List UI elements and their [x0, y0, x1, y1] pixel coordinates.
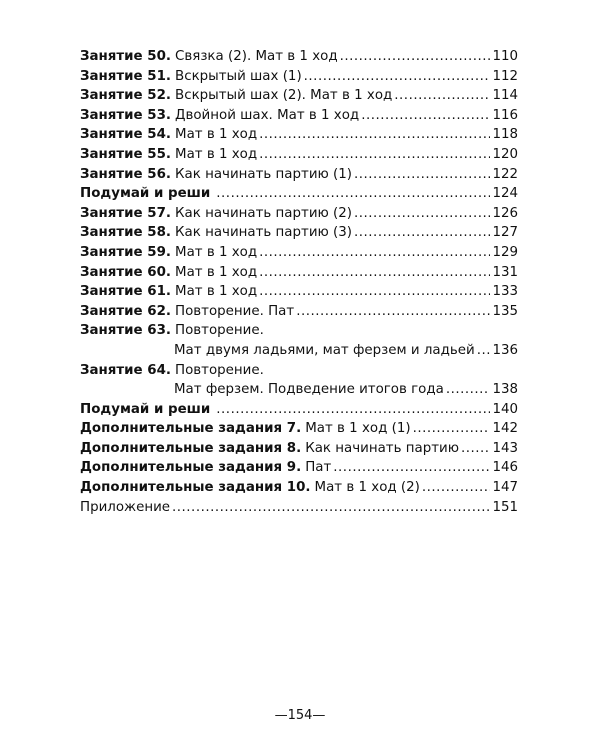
toc-entry: [80, 47, 518, 67]
toc-entry-page: 114: [492, 88, 518, 104]
toc-entry-label: Занятие 61.: [80, 284, 172, 300]
toc-entry-page: 136: [492, 342, 518, 358]
toc-entry-label: Дополнительные задания 9.: [80, 460, 302, 476]
toc-entry-title: Вскрытый шах (2). Мат в 1 ход: [175, 88, 393, 104]
toc-leader-dots: [446, 380, 491, 400]
toc-entry-page: 112: [492, 68, 518, 84]
toc-entry: [80, 145, 518, 165]
toc-entry: [80, 165, 518, 185]
toc-leader-dots: [413, 419, 491, 439]
toc-entry: [80, 263, 518, 283]
toc-entry: [80, 125, 518, 145]
toc-entry-label: Подумай и реши: [80, 186, 211, 202]
toc-leader-dots: [461, 439, 490, 459]
toc-leader-dots: [216, 184, 490, 204]
toc-leader-dots: [333, 458, 490, 478]
toc-entry-page: 135: [492, 303, 518, 319]
toc-leader-dots: [354, 223, 490, 243]
toc-entry-label: Дополнительные задания 8.: [80, 440, 302, 456]
toc-entry-label: Занятие 63.: [80, 323, 172, 339]
toc-entry-label: Занятие 64.: [80, 362, 172, 378]
toc-entry-title: Вскрытый шах (1): [175, 68, 302, 84]
toc-leader-dots: [296, 302, 490, 322]
toc-entry-page: 142: [492, 421, 518, 437]
toc-entry-title: Мат в 1 ход: [175, 146, 258, 162]
toc-entry-title: Как начинать партию (1): [175, 166, 353, 182]
toc-entry-page: 151: [492, 499, 518, 515]
toc-entry: [80, 361, 518, 381]
toc-leader-dots: [259, 125, 490, 145]
toc-entry: [80, 458, 518, 478]
toc-entry: [80, 321, 518, 341]
page-number: —154—: [274, 708, 326, 723]
toc-entry-title: Повторение.: [175, 323, 264, 339]
toc-leader-dots: [340, 47, 491, 67]
toc-entry: [80, 243, 518, 263]
table-of-contents: [80, 47, 518, 517]
toc-entry-title: Мат в 1 ход: [175, 127, 258, 143]
toc-entry-label: Занятие 59.: [80, 244, 172, 260]
toc-entry-label: Занятие 62.: [80, 303, 172, 319]
toc-entry-page: 143: [492, 440, 518, 456]
toc-entry-title: Мат в 1 ход (2): [314, 480, 420, 496]
toc-entry-page: 124: [492, 186, 518, 202]
toc-leader-dots: [259, 145, 490, 165]
toc-entry: [80, 380, 518, 400]
toc-leader-dots: [477, 341, 491, 361]
toc-entry-title: Как начинать партию (2): [175, 205, 353, 221]
toc-entry-page: 116: [492, 107, 518, 123]
toc-entry-title: Мат в 1 ход (1): [305, 421, 411, 437]
toc-entry: [80, 302, 518, 322]
toc-entry-page: 120: [492, 146, 518, 162]
toc-entry-title: Мат в 1 ход: [175, 284, 258, 300]
toc-entry-title: Мат в 1 ход: [175, 264, 258, 280]
toc-entry: [80, 282, 518, 302]
toc-entry-title: Мат двумя ладьями, мат ферзем и ладьей: [174, 342, 475, 358]
toc-leader-dots: [259, 282, 490, 302]
toc-entry-label: Занятие 50.: [80, 49, 172, 64]
toc-entry-page: 146: [492, 460, 518, 476]
toc-entry: [80, 184, 518, 204]
toc-entry-label: Занятие 54.: [80, 127, 172, 143]
toc-entry: [80, 223, 518, 243]
toc-entry-label: Занятие 51.: [80, 68, 172, 84]
toc-entry-title: Мат ферзем. Подведение итогов года: [174, 382, 444, 398]
toc-entry-page: 138: [492, 382, 518, 398]
toc-entry-label: Занятие 53.: [80, 107, 172, 123]
toc-entry-label: Подумай и реши: [80, 401, 211, 417]
toc-entry-label: Занятие 52.: [80, 88, 172, 104]
toc-entry-page: 131: [492, 264, 518, 280]
toc-entry-page: 140: [492, 401, 518, 417]
toc-leader-dots: [354, 165, 490, 185]
toc-entry-page: 127: [492, 225, 518, 241]
toc-entry-label: Дополнительные задания 10.: [80, 480, 311, 496]
toc-leader-dots: [361, 106, 490, 126]
toc-entry-page: 110: [492, 49, 518, 64]
toc-leader-dots: [259, 263, 490, 283]
toc-entry-label: Занятие 58.: [80, 225, 172, 241]
toc-leader-dots: [354, 204, 490, 224]
toc-entry: [80, 106, 518, 126]
toc-leader-dots: [259, 243, 490, 263]
toc-entry-title: Мат в 1 ход: [175, 244, 258, 260]
toc-entry-title: Как начинать партию (3): [175, 225, 353, 241]
toc-leader-dots: [304, 67, 491, 87]
toc-leader-dots: [172, 498, 490, 518]
toc-entry: [80, 341, 518, 361]
toc-entry: [80, 419, 518, 439]
toc-entry-title: Повторение.: [175, 362, 264, 378]
toc-entry-page: 147: [492, 480, 518, 496]
toc-entry-title: Как начинать партию: [305, 440, 459, 456]
toc-entry-title: Связка (2). Мат в 1 ход: [175, 49, 338, 64]
toc-entry: [80, 478, 518, 498]
toc-entry-title: Двойной шах. Мат в 1 ход: [175, 107, 360, 123]
toc-entry-label: Занятие 55.: [80, 146, 172, 162]
toc-entry-page: 126: [492, 205, 518, 221]
toc-entry: [80, 400, 518, 420]
toc-entry: [80, 439, 518, 459]
toc-entry-page: 129: [492, 244, 518, 260]
toc-entry-label: Занятие 60.: [80, 264, 172, 280]
toc-entry-page: 133: [492, 284, 518, 300]
toc-entry: [80, 204, 518, 224]
toc-entry-label: Занятие 57.: [80, 205, 172, 221]
toc-entry-page: 122: [492, 166, 518, 182]
toc-entry-title: Повторение. Пат: [175, 303, 295, 319]
toc-entry-title: Пат: [305, 460, 332, 476]
toc-leader-dots: [216, 400, 490, 420]
toc-entry-label: Дополнительные задания 7.: [80, 421, 302, 437]
toc-leader-dots: [394, 86, 490, 106]
toc-entry: [80, 86, 518, 106]
toc-leader-dots: [422, 478, 491, 498]
toc-entry-title: Приложение: [80, 499, 171, 515]
toc-entry-label: Занятие 56.: [80, 166, 172, 182]
toc-entry: [80, 498, 518, 518]
toc-entry-page: 118: [492, 127, 518, 143]
toc-entry: [80, 67, 518, 87]
